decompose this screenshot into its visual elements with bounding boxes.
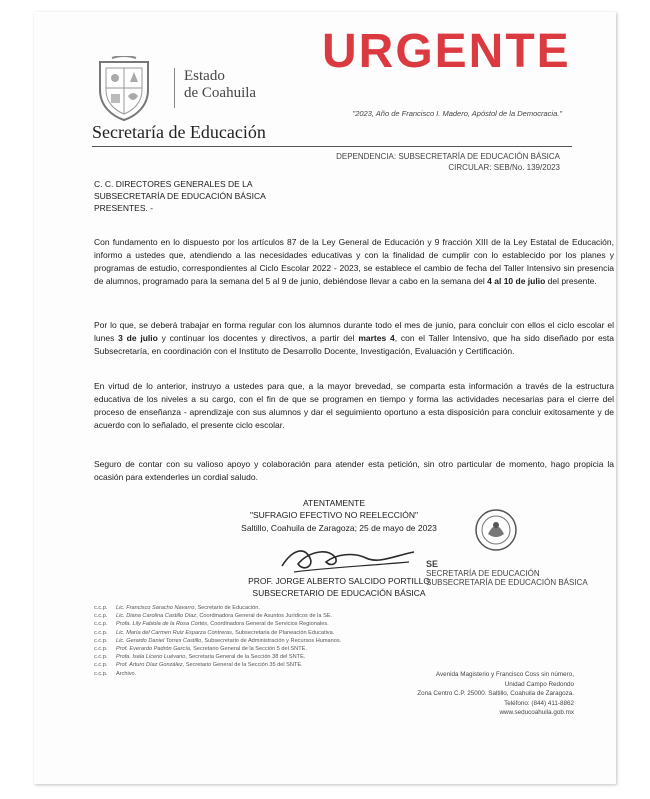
ccp-label: c.c.p.	[94, 662, 108, 669]
ccp-name: Lic. Gerardo Daniel Torres Castillo	[116, 637, 202, 644]
state-name	[184, 68, 256, 102]
footer-line1: Avenida Magisterio y Francisco Coss sin número,	[435, 671, 574, 678]
coat-of-arms-icon	[92, 56, 156, 122]
ccp-label: c.c.p.	[94, 621, 108, 628]
ccp-item	[94, 612, 341, 620]
state-line1: Estado	[184, 68, 225, 84]
p2-bold-date: 3 de julio	[118, 333, 158, 343]
urgent-stamp: URGENTE	[322, 25, 571, 78]
ccp-label: c.c.p.	[94, 613, 108, 620]
ccp-role: , Coordinadora General de Asuntos Jurídicos de la SE.	[196, 613, 333, 620]
addressee-line2: SUBSECRETARÍA DE EDUCACIÓN BÁSICA	[94, 191, 266, 201]
footer-address	[417, 670, 574, 718]
year-motto: "2023, Año de Francisco I. Madero, Apóstol de la Democracia."	[352, 109, 562, 118]
closing-lema: "SUFRAGIO EFECTIVO NO REELECCIÓN"	[249, 510, 419, 520]
p2-bold-day: martes 4	[358, 333, 395, 343]
se-line2: SUBSECRETARÍA DE EDUCACIÓN BÁSICA	[426, 578, 588, 587]
ccp-item	[94, 661, 341, 669]
ccp-name: Profa. Isela Licerio Luévano	[116, 654, 186, 661]
ccp-name: Lic. María del Carmen Ruiz Esparza Contreras	[116, 629, 232, 636]
p2-text-c: y continuar los docentes y directivos, a partir del	[157, 333, 359, 343]
ccp-label: c.c.p.	[94, 646, 108, 653]
ccp-item	[94, 645, 341, 653]
addressee-line3: PRESENTES. -	[94, 203, 154, 213]
p1-text-c: del presente.	[545, 276, 597, 286]
paragraph-3: En virtud de lo anterior, instruyo a ustedes para que, a la mayor brevedad, se comparta esta información a través de la estructura educativa de los niveles a su cargo, con el fin de que se programen en tiempo y forma las actividades necesarias para el cierre del proceso de enseñanza - aprendizaje con sus alumnos y dar el seguimiento oportuno a esta disposición para concluir exitosamente y de acuerdo con lo señalado, el presente ciclo escolar.	[94, 381, 614, 430]
ccp-role: , Secretario General de la Sección 5 del SNTE.	[190, 646, 307, 653]
secretaria-title: Secretaría de Educación	[92, 122, 266, 142]
signature-icon	[274, 532, 424, 580]
p1-bold-dates: 4 al 10 de julio	[487, 276, 546, 286]
footer-line3: Zona Centro C.P. 25000. Saltillo, Coahuila de Zaragoza.	[417, 690, 574, 697]
se-abbr: SE	[426, 559, 439, 569]
paragraph-4: Seguro de contar con su valioso apoyo y colaboración para atender esta petición, sin otro particular de momento, hago propicia la ocasión para extenderles un cordial saludo.	[94, 459, 614, 482]
ccp-name: Profa. Lily Fabiola de la Rosa Cortés	[116, 621, 208, 628]
ccp-item	[94, 604, 341, 612]
p2-text-a: Por lo que, se deberá trabajar en forma regular con los alumnos durante todo el mes de junio, para concluir con ellos el ciclo escolar el lunes	[94, 320, 614, 343]
ccp-item	[94, 620, 341, 628]
footer-line2: Unidad Campo Redondo	[504, 680, 574, 688]
paragraph-2	[94, 319, 614, 358]
document-page	[34, 12, 616, 784]
state-line2: de Coahuila	[184, 85, 257, 101]
ccp-label: c.c.p.	[94, 605, 108, 611]
ccp-role: Archivo.	[116, 670, 137, 677]
ccp-name: Prof. Everardo Padrón García	[116, 646, 190, 653]
footer-line4: Teléfono: (844) 411-8862	[504, 699, 574, 707]
place-date: Saltillo, Coahuila de Zaragoza; 25 de mayo de 2023	[241, 523, 437, 533]
ccp-label: c.c.p.	[94, 654, 108, 661]
ccp-role: , Coordinadora General de Servicios Regionales.	[207, 621, 329, 628]
header-rule	[92, 146, 572, 147]
paragraph-1	[94, 236, 614, 288]
official-seal-icon	[474, 508, 518, 552]
ccp-item	[94, 629, 341, 637]
closing-block	[224, 497, 444, 521]
ccp-role: , Secretario General de la Sección 35 del SNTE.	[182, 662, 303, 669]
ccp-label: c.c.p.	[94, 670, 108, 677]
closing-atentamente: ATENTAMENTE	[302, 498, 366, 508]
ccp-role: , Subsecretario de Administración y Recursos Humanos.	[201, 637, 342, 644]
ccp-role: , Secretario de Educación.	[194, 605, 260, 611]
ccp-name: Lic. Francisco Saracho Navarro	[116, 605, 195, 611]
p2-text-e: , con el Taller Intensivo, que ha sido diseñado por esta Subsecretaría, en coordinación con el Instituto de Desarrollo Docente, Investigación, Evaluación y Certificación.	[94, 333, 615, 356]
ccp-label: c.c.p.	[94, 637, 108, 644]
dependencia-line: DEPENDENCIA: SUBSECRETARÍA DE EDUCACIÓN BÁSICA	[336, 152, 560, 161]
ccp-name: Prof. Arturo Díaz González	[116, 662, 183, 669]
ccp-item	[94, 670, 341, 678]
se-stamp	[426, 560, 588, 587]
ccp-item	[94, 653, 341, 661]
addressee-block	[94, 178, 266, 214]
signer-title: SUBSECRETARIO DE EDUCACIÓN BÁSICA	[252, 588, 426, 598]
se-line1: SECRETARÍA DE EDUCACIÓN	[426, 569, 540, 578]
p1-text-a: Con fundamento en lo dispuesto por los artículos 87 de la Ley General de Educación y 9 fracción XIII de la Ley Estatal de Educación, informo a ustedes que, atendiendo a las necesidades educativas y con la finalidad de cumplir con lo establecido por los planes y programas de estudio, correspondientes al Ciclo Escolar 2022 - 2023, se establece el cambio de fecha del Taller Intensivo sin presencia de alumnos, programado para la semana del 5 al 9 de junio, debiéndose llevar a cabo en la semana del	[94, 237, 614, 286]
ccp-label: c.c.p.	[94, 629, 108, 636]
ccp-name: Lic. Diana Carolina Castillo Díaz	[116, 613, 197, 620]
signer-name: PROF. JORGE ALBERTO SALCIDO PORTILLO	[248, 576, 430, 586]
footer-line5: www.seducoahuila.gob.mx	[499, 709, 574, 716]
circular-number: CIRCULAR: SEB/No. 139/2023	[448, 163, 560, 172]
ccp-item	[94, 637, 341, 645]
ccp-role: , Secretaria General de la Sección 38 del SNTE.	[185, 654, 306, 661]
ccp-list	[94, 604, 341, 678]
addressee-line1: C. C. DIRECTORES GENERALES DE LA	[94, 179, 253, 189]
header-divider	[174, 68, 175, 108]
ccp-role: , Subsecretaria de Planeación Educativa.	[231, 629, 335, 636]
